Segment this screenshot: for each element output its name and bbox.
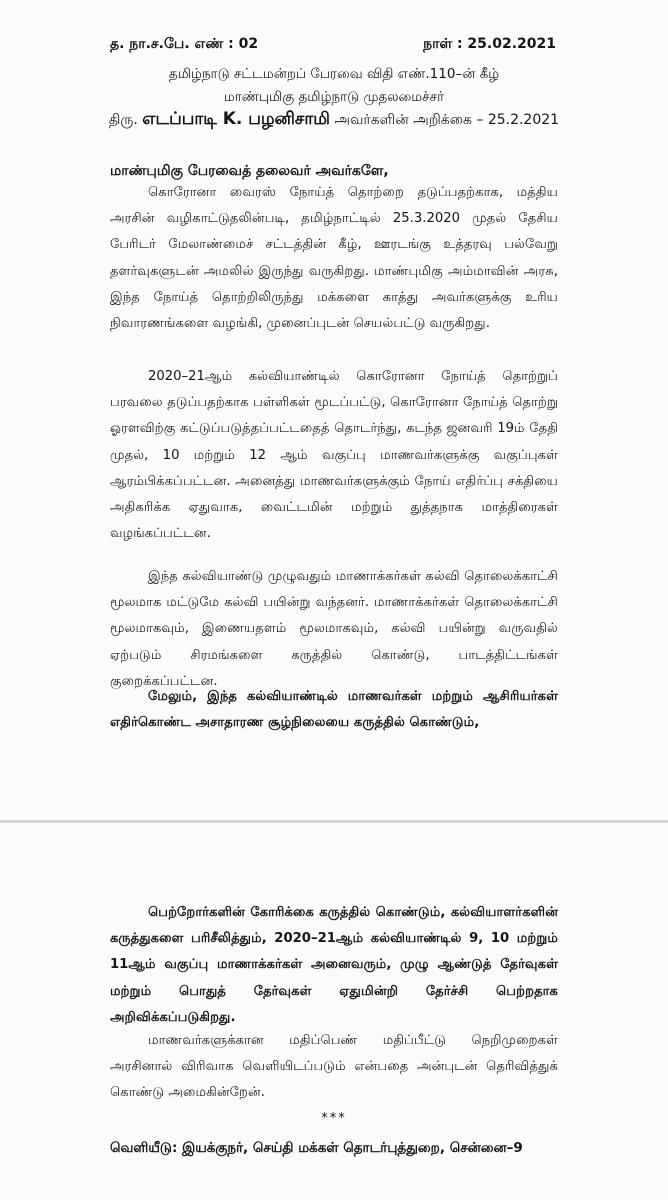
salutation: மாண்புமிகு பேரவைத் தலைவர் அவர்களே, — [110, 163, 389, 179]
chief-minister-name: எடப்பாடி K. பழனிசாமி — [142, 109, 330, 129]
header-line-title: மாண்புமிகு தமிழ்நாடு முதலமைச்சர் — [223, 89, 445, 105]
paragraph-syllabus: இந்த கல்வியாண்டு முழுவதும் மாணாக்கர்கள் கல்வி தொலைக்காட்சி மூலமாக மட்டுமே கல்வி பயின்று வந்தனர். மாணாக்கர்கள் தொலைக்காட்சி மூலமாகவும், இணையதளம் மூலமாகவும், கல்வி பயின்று வருவதில் ஏற்படும் சிரமங்களை கருத்தில் கொண்டு, பாடத்திட்டங்கள் குறைக்கப்பட்டன. — [110, 569, 558, 689]
header-suffix: அவர்களின் அறிக்கை – 25.2.2021 — [334, 112, 560, 128]
reference-number: த. நா.ச.பே. எண் : 02 — [110, 36, 259, 52]
paragraph-closing: மாணவர்களுக்கான மதிப்பெண் மதிப்பீட்டு நெறிமுறைகள் அரசினால் விரிவாக வெளியிடப்படும் என்பதை அன்புடன் தெரிவித்துக் கொண்டு அமைகின்றேன். — [110, 1033, 558, 1101]
document-date: நாள் : 25.02.2021 — [423, 36, 556, 52]
separator: *** — [321, 1111, 347, 1126]
release-note: வெளியீடு: இயக்குநர், செய்தி மக்கள் தொடர்புத்துறை, சென்னை–9 — [110, 1140, 523, 1156]
paragraph-announcement: பெற்றோர்களின் கோரிக்கை கருத்தில் கொண்டும், கல்வியாளர்களின் கருத்துகளை பரிசீலித்தும், 2020–21ஆம் கல்வியாண்டில் 9, 10 மற்றும் 11ஆம் வகுப்பு மாணாக்கர்கள் அனைவரும், முழு ஆண்டுத் தேர்வுகள் மற்றும் பொதுத் தேர்வுகள் ஏதுமின்றி தேர்ச்சி பெற்றதாக அறிவிக்கப்படுகிறது. — [110, 905, 558, 1025]
header-line-rule: தமிழ்நாடு சட்டமன்றப் பேரவை விதி எண்.110–ன் கீழ் — [168, 66, 500, 82]
paragraph-lockdown: கொரோனா வைரஸ் நோய்த் தொற்றை தடுப்பதற்காக, மத்திய அரசின் வழிகாட்டுதலின்படி, தமிழ்நாட்டில் 25.3.2020 முதல் தேசிய பேரிடர் மேலாண்மைச் சட்டத்தின் கீழ், ஊரடங்கு உத்தரவு பல்வேறு தளர்வுகளுடன் அமலில் இருந்து வருகிறது. மாண்புமிகு அம்மாவின் அரசு, இந்த நோய்த் தொற்றிலிருந்து மக்களை காத்து அவர்களுக்கு உரிய நிவாரணங்களை வழங்கி, முனைப்புடன் செயல்பட்டு வருகிறது. — [110, 185, 558, 332]
paragraph-schools: 2020–21ஆம் கல்வியாண்டில் கொரோனா நோய்த் தொற்றுப் பரவலை தடுப்பதற்காக பள்ளிகள் மூடப்பட்டு, கொரோனா நோய்த் தொற்று ஓரளவிற்கு கட்டுப்படுத்தப்பட்டதைத் தொடர்ந்து, கடந்த ஜனவரி 19ம் தேதி முதல், 10 மற்றும் 12 ஆம் வகுப்பு மாணவர்களுக்கு வகுப்புகள் ஆரம்பிக்கப்பட்டன. அனைத்து மாணவர்களுக்கும் நோய் எதிர்ப்பு சக்தியை அதிகரிக்க ஏதுவாக, வைட்டமின் மற்றும் துத்தநாக மாத்திரைகள் வழங்கப்பட்டன. — [110, 369, 558, 542]
paragraph-situation: மேலும், இந்த கல்வியாண்டில் மாணவர்கள் மற்றும் ஆசிரியர்கள் எதிர்கொண்ட அசாதாரண சூழ்நிலையை கருத்தில் கொண்டும், — [110, 689, 558, 731]
header-line-statement — [0, 109, 668, 131]
header-prefix: திரு. — [108, 112, 138, 128]
